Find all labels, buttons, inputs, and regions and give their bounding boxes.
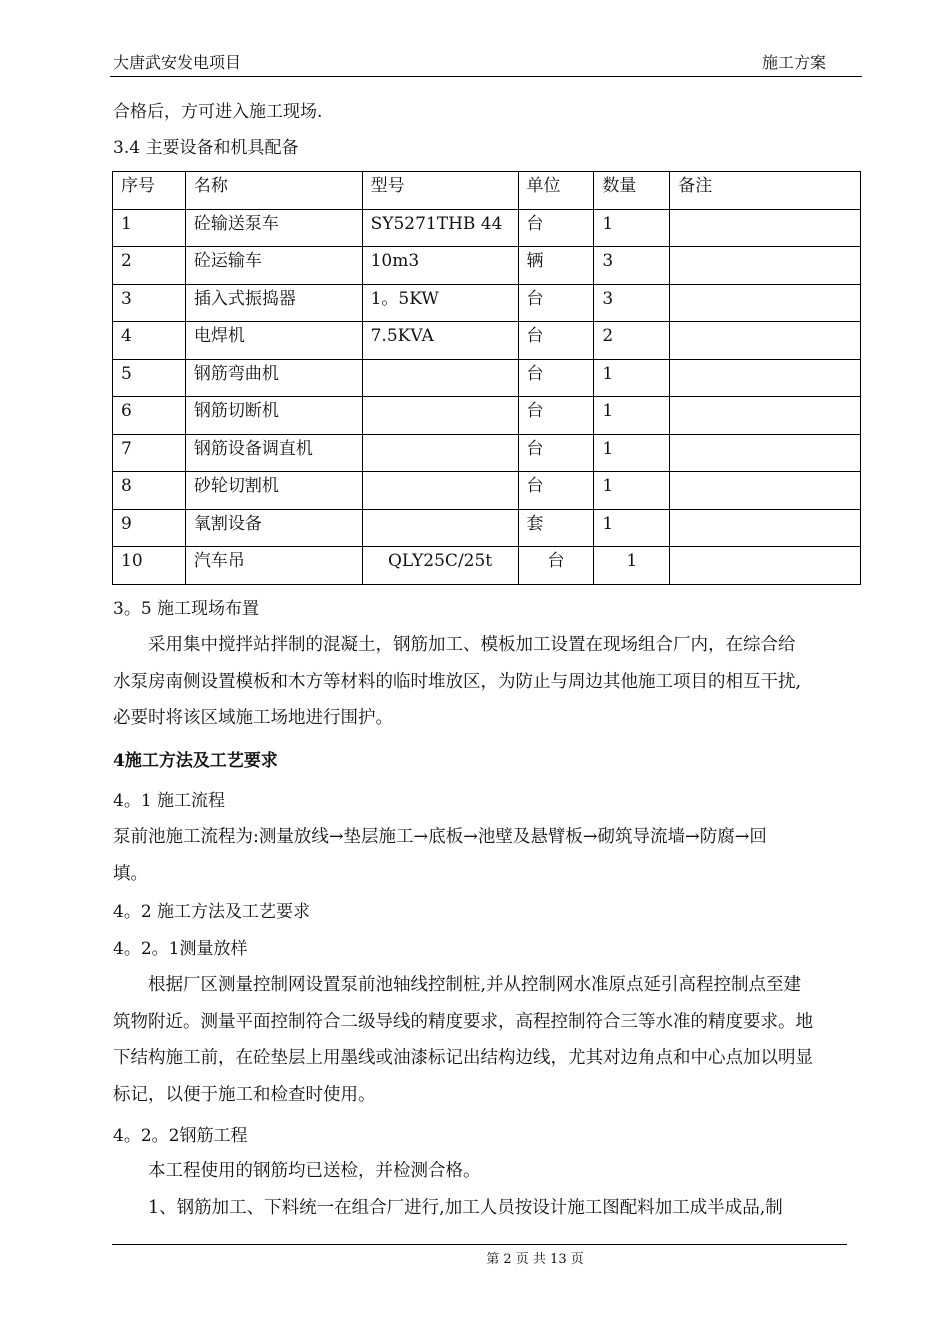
column-header: 单位 bbox=[518, 172, 594, 210]
table-cell: 砼输送泵车 bbox=[185, 209, 362, 247]
table-cell bbox=[670, 209, 861, 247]
paragraph-line: 采用集中搅拌站拌制的混凝土，钢筋加工、模板加工设置在现场组合厂内，在综合给 bbox=[113, 635, 796, 655]
table-row bbox=[113, 472, 861, 510]
table-cell: 1。5KW bbox=[362, 284, 518, 322]
paragraph-line: 筑物附近。测量平面控制符合二级导线的精度要求，高程控制符合三等水准的精度要求。地 bbox=[113, 1011, 813, 1032]
section-heading-4-2-1: 4。2。1测量放样 bbox=[113, 939, 248, 959]
chapter-heading-4: 4施工方法及工艺要求 bbox=[113, 751, 278, 771]
table-cell bbox=[670, 509, 861, 547]
table-cell: 2 bbox=[594, 322, 670, 360]
table-cell: 电焊机 bbox=[185, 322, 362, 360]
section-heading-3-4: 3.4 主要设备和机具配备 bbox=[113, 138, 299, 158]
equipment-table bbox=[112, 171, 861, 585]
table-cell: 8 bbox=[113, 472, 186, 510]
table-cell bbox=[670, 284, 861, 322]
table-cell: 1 bbox=[594, 209, 670, 247]
table-cell: 1 bbox=[594, 397, 670, 435]
table-cell: 6 bbox=[113, 397, 186, 435]
header-project-name: 大唐武安发电项目 bbox=[113, 53, 242, 72]
section-heading-4-1: 4。1 施工流程 bbox=[113, 791, 226, 811]
paragraph-line: 1、钢筋加工、下料统一在组合厂进行,加工人员按设计施工图配料加工成半成品,制 bbox=[113, 1197, 783, 1218]
header-doc-type: 施工方案 bbox=[761, 53, 826, 72]
table-cell: 汽车吊 bbox=[185, 547, 362, 585]
table-header-row bbox=[113, 172, 861, 210]
table-cell: QLY25C/25t bbox=[362, 547, 518, 585]
table-row bbox=[113, 397, 861, 435]
table-cell: 3 bbox=[594, 284, 670, 322]
table-cell: 2 bbox=[113, 247, 186, 285]
table-cell bbox=[362, 397, 518, 435]
page-number: 第 2 页 共 13 页 bbox=[486, 1252, 584, 1267]
table-cell: 7 bbox=[113, 434, 186, 472]
header-rule bbox=[110, 76, 862, 77]
table-row bbox=[113, 509, 861, 547]
table-cell: 1 bbox=[594, 359, 670, 397]
section-heading-4-2: 4。2 施工方法及工艺要求 bbox=[113, 902, 311, 922]
table-cell bbox=[670, 472, 861, 510]
table-cell: 套 bbox=[518, 509, 594, 547]
table-cell: 10m3 bbox=[362, 247, 518, 285]
table-row bbox=[113, 359, 861, 397]
column-header: 数量 bbox=[594, 172, 670, 210]
table-cell: 3 bbox=[113, 284, 186, 322]
table-cell: 台 bbox=[518, 359, 594, 397]
table-cell bbox=[670, 547, 861, 585]
paragraph-process-flow bbox=[113, 819, 873, 892]
table-cell: 1 bbox=[594, 472, 670, 510]
section-heading-3-5: 3。5 施工现场布置 bbox=[113, 599, 260, 619]
table-cell bbox=[362, 509, 518, 547]
table-cell: 9 bbox=[113, 509, 186, 547]
footer-rule bbox=[112, 1244, 847, 1245]
table-cell bbox=[670, 247, 861, 285]
paragraph-line: 泵前池施工流程为:测量放线→垫层施工→底板→池壁及悬臂板→砌筑导流墙→防腐→回 bbox=[113, 827, 767, 847]
paragraph-line: 水泵房南侧设置模板和木方等材料的临时堆放区，为防止与周边其他施工项目的相互干扰, bbox=[113, 671, 802, 692]
column-header: 型号 bbox=[362, 172, 518, 210]
table-row bbox=[113, 547, 861, 585]
table-cell: 钢筋切断机 bbox=[185, 397, 362, 435]
table-cell: 4 bbox=[113, 322, 186, 360]
table-cell: 插入式振捣器 bbox=[185, 284, 362, 322]
table-cell: 台 bbox=[518, 472, 594, 510]
table-cell bbox=[362, 434, 518, 472]
page-header bbox=[113, 52, 860, 74]
table-cell: 氧割设备 bbox=[185, 509, 362, 547]
paragraph-line: 标记，以便于施工和检查时使用。 bbox=[113, 1084, 376, 1105]
column-header: 名称 bbox=[185, 172, 362, 210]
paragraph-surveying bbox=[113, 967, 873, 1113]
table-cell: 1 bbox=[594, 509, 670, 547]
paragraph-site-layout bbox=[113, 627, 873, 737]
table-row bbox=[113, 434, 861, 472]
table-cell: 台 bbox=[518, 284, 594, 322]
paragraph-line: 必要时将该区域施工场地进行围护。 bbox=[113, 708, 393, 728]
table-cell: 砂轮切割机 bbox=[185, 472, 362, 510]
table-cell bbox=[362, 359, 518, 397]
table-row bbox=[113, 322, 861, 360]
table-cell: 台 bbox=[518, 547, 594, 585]
table-cell: 3 bbox=[594, 247, 670, 285]
paragraph-line: 下结构施工前，在砼垫层上用墨线或油漆标记出结构边线，尤其对边角点和中心点加以明显 bbox=[113, 1048, 813, 1068]
table-cell: 1 bbox=[594, 434, 670, 472]
section-heading-4-2-2: 4。2。2钢筋工程 bbox=[113, 1126, 248, 1146]
table-cell: 台 bbox=[518, 397, 594, 435]
table-cell: 10 bbox=[113, 547, 186, 585]
table-cell: 钢筋弯曲机 bbox=[185, 359, 362, 397]
table-cell: 台 bbox=[518, 434, 594, 472]
table-cell: 钢筋设备调直机 bbox=[185, 434, 362, 472]
paragraph-line: 本工程使用的钢筋均已送检，并检测合格。 bbox=[113, 1161, 481, 1181]
text-line: 合格后，方可进入施工现场. bbox=[113, 102, 323, 122]
table-cell: SY5271THB 44 bbox=[362, 209, 518, 247]
page-footer bbox=[0, 1251, 950, 1269]
table-cell: 砼运输车 bbox=[185, 247, 362, 285]
table-cell: 台 bbox=[518, 209, 594, 247]
table-row bbox=[113, 284, 861, 322]
table-cell bbox=[670, 397, 861, 435]
table-cell: 7.5KVA bbox=[362, 322, 518, 360]
table-cell bbox=[362, 472, 518, 510]
table-cell bbox=[670, 359, 861, 397]
table-cell: 5 bbox=[113, 359, 186, 397]
paragraph-line: 填。 bbox=[113, 863, 148, 884]
column-header: 备注 bbox=[670, 172, 861, 210]
table-row bbox=[113, 247, 861, 285]
table-cell bbox=[670, 322, 861, 360]
table-cell bbox=[670, 434, 861, 472]
paragraph-line: 根据厂区测量控制网设置泵前池轴线控制桩,并从控制网水准原点延引高程控制点至建 bbox=[113, 975, 802, 995]
table-cell: 辆 bbox=[518, 247, 594, 285]
paragraph-rebar bbox=[113, 1153, 873, 1226]
table-row bbox=[113, 209, 861, 247]
column-header: 序号 bbox=[113, 172, 186, 210]
table-cell: 台 bbox=[518, 322, 594, 360]
table-cell: 1 bbox=[594, 547, 670, 585]
table-cell: 1 bbox=[113, 209, 186, 247]
